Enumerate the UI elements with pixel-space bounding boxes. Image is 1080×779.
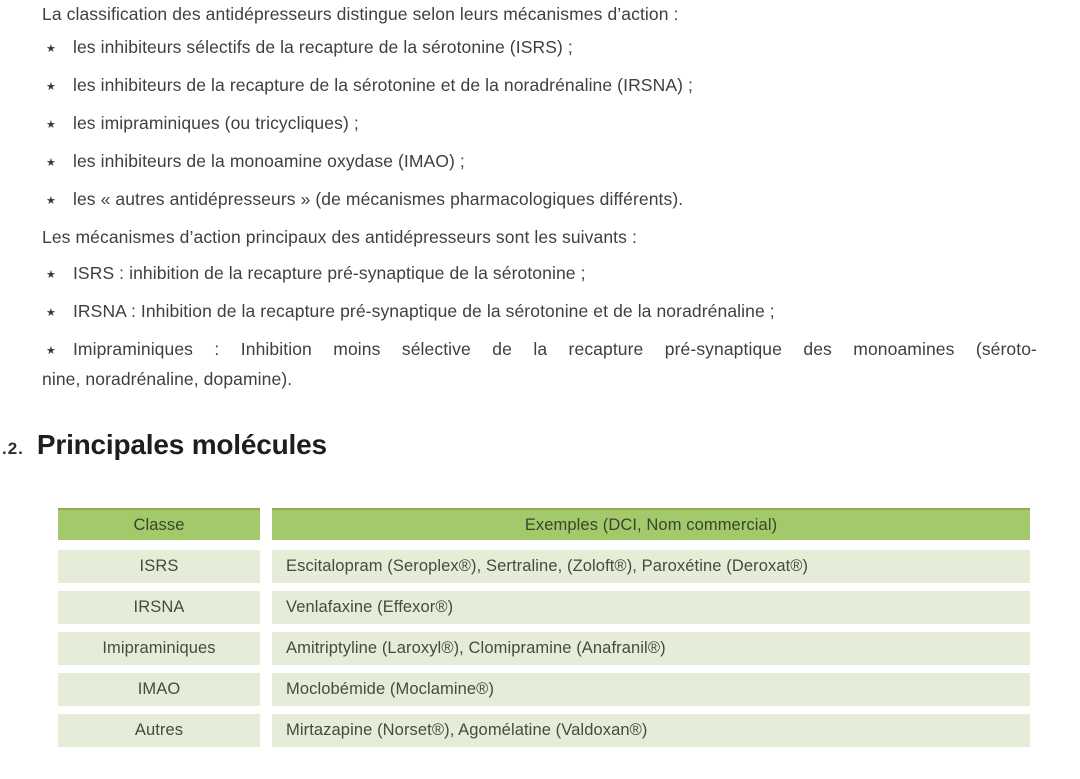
list-item-text: les inhibiteurs sélectifs de la recapture de la sérotonine (ISRS) ; <box>72 37 573 57</box>
list-item-text: IRSNA : Inhibition de la recapture pré-synaptique de la sérotonine et de la noradrénaline ; <box>72 301 775 321</box>
intro-paragraph: La classification des antidépresseurs distingue selon leurs mécanismes d’action : <box>42 4 679 24</box>
star-bullet-icon: ★ <box>46 157 56 169</box>
cell-exemples: Moclobémide (Moclamine®) <box>272 673 1030 706</box>
star-bullet-icon: ★ <box>46 195 56 207</box>
cell-classe: Autres <box>58 714 260 747</box>
table-row <box>58 591 1030 624</box>
list-item <box>42 35 1037 61</box>
list-item <box>42 187 1037 213</box>
cell-exemples: Amitriptyline (Laroxyl®), Clomipramine (Anafranil®) <box>272 632 1030 665</box>
section-heading <box>0 429 327 461</box>
list-item <box>42 261 1037 287</box>
list-item-text: les inhibiteurs de la monoamine oxydase (IMAO) ; <box>72 151 465 171</box>
table-row <box>58 550 1030 583</box>
cell-classe: IRSNA <box>58 591 260 624</box>
list-item <box>42 299 1037 325</box>
molecules-table <box>58 508 1030 755</box>
table-header-classe: Classe <box>58 508 260 540</box>
star-bullet-icon: ★ <box>46 81 56 93</box>
star-bullet-icon: ★ <box>46 307 56 319</box>
table-header-exemples: Exemples (DCI, Nom commercial) <box>272 508 1030 540</box>
list-item <box>42 337 1037 363</box>
list-item-continuation: nine, noradrénaline, dopamine). <box>42 369 293 389</box>
list-item-text: les inhibiteurs de la recapture de la sérotonine et de la noradrénaline (IRSNA) ; <box>72 75 693 95</box>
list-item <box>42 73 1037 99</box>
table-header-row <box>58 508 1030 540</box>
list-item <box>42 111 1037 137</box>
list-item <box>42 149 1037 175</box>
cell-classe: ISRS <box>58 550 260 583</box>
section-number: .2. <box>2 439 24 458</box>
list-item-text: les imipraminiques (ou tricycliques) ; <box>72 113 359 133</box>
classification-section <box>42 2 1037 391</box>
list-item-text: les « autres antidépresseurs » (de mécanismes pharmacologiques différents). <box>72 189 684 209</box>
star-bullet-icon: ★ <box>46 119 56 131</box>
cell-exemples: Mirtazapine (Norset®), Agomélatine (Valdoxan®) <box>272 714 1030 747</box>
star-bullet-icon: ★ <box>46 345 56 357</box>
mechanisms-intro-paragraph: Les mécanismes d’action principaux des antidépresseurs sont les suivants : <box>42 227 637 247</box>
star-bullet-icon: ★ <box>46 43 56 55</box>
list-item-text: ISRS : inhibition de la recapture pré-synaptique de la sérotonine ; <box>72 263 586 283</box>
table-row <box>58 673 1030 706</box>
cell-exemples: Escitalopram (Seroplex®), Sertraline, (Zoloft®), Paroxétine (Deroxat®) <box>272 550 1030 583</box>
section-title: Principales molécules <box>36 429 327 460</box>
cell-exemples: Venlafaxine (Effexor®) <box>272 591 1030 624</box>
star-bullet-icon: ★ <box>46 269 56 281</box>
table-row <box>58 632 1030 665</box>
table-row <box>58 714 1030 747</box>
cell-classe: Imipraminiques <box>58 632 260 665</box>
list-item-text: Imipraminiques : Inhibition moins sélective de la recapture pré-synaptique des monoamines (séroto- <box>72 339 1037 359</box>
cell-classe: IMAO <box>58 673 260 706</box>
